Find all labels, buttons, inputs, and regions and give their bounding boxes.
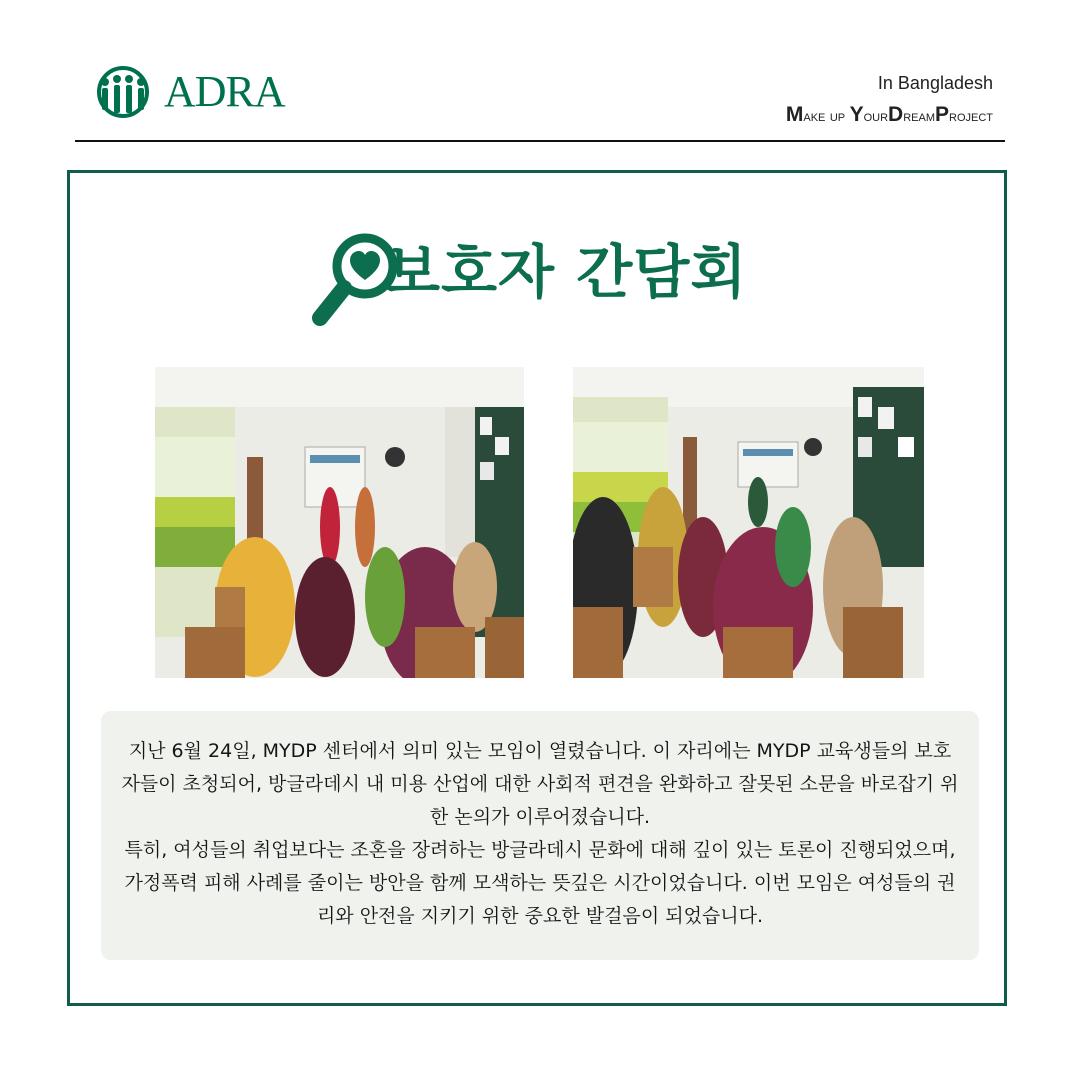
description-paragraph-1: 지난 6월 24일, MYDP 센터에서 의미 있는 모임이 열렸습니다. 이 자리에는 MYDP 교육생들의 보호자들이 초청되어, 방글라데시 내 미용 산업에 대한 사회적 편견을 완화하고 잘못된 소문을 바로잡기 위한 논의가 이루어졌습니다. xyxy=(121,740,959,828)
in-country-label: In Bangladesh xyxy=(877,73,993,93)
header-divider xyxy=(75,140,1005,142)
description-box xyxy=(101,711,979,960)
title-text: 보호자 간담회 xyxy=(384,238,748,306)
parents-meeting-photo-1 xyxy=(155,367,524,678)
adra-logo xyxy=(88,66,285,118)
photo-2-illustration xyxy=(573,367,924,678)
logo-wordmark: ADRA xyxy=(164,67,285,116)
adra-people-emblem-icon xyxy=(88,66,158,118)
photo-1-illustration xyxy=(155,367,524,678)
description-paragraph-2: 특히, 여성들의 취업보다는 조혼을 장려하는 방글라데시 문화에 대해 깊이 있는 토론이 진행되었으며, 가정폭력 피해 사례를 줄이는 방안을 함께 모색하는 뜻깊은 시간이었습니다. 이번 모임은 여성들의 권리와 안전을 지키기 위한 중요한 발걸음이 되었습니다. xyxy=(124,839,956,927)
parents-meeting-photo-2 xyxy=(573,367,924,678)
page-title xyxy=(310,222,748,332)
header-project-info xyxy=(786,72,993,128)
project-name: Make up YourDreamProject xyxy=(785,103,993,126)
